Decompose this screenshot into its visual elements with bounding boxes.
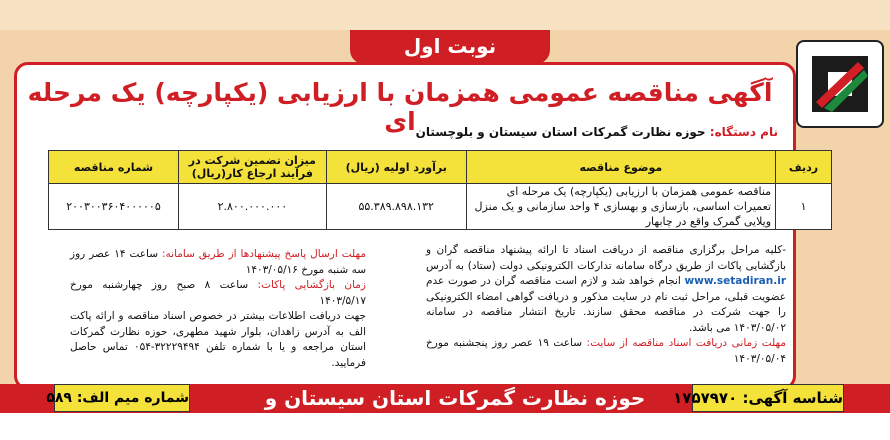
registration-text: انجام خواهد شد و لازم است مناقصه گران در صورت عدم عضویت قبلی، مراحل ثبت نام در سایت مذکور و دریافت گواهی امضاء الکترونیکی را جهت شرکت در مناقصه محقق سازند.: [426, 275, 786, 318]
org-label: نام دستگاه:: [709, 125, 778, 139]
col-estimate: برآورد اولیه (ریال): [326, 151, 466, 184]
notice-id-value: ۱۷۵۷۹۷۰: [673, 389, 738, 407]
org-name: حوزه نظارت گمرکات استان سیستان و بلوچستان: [415, 125, 706, 139]
mim-alef-box: [46, 384, 190, 412]
col-subject: موضوع مناقصه: [466, 151, 775, 184]
cell-subject: مناقصه عمومی همزمان با ارزیابی (یکپارچه) یک مرحله ای تعمیرات اساسی، بازسازی و بهسازی ۴ واحد سازمانی و یک منزل ویلایی گمرک واقع در چابهار: [466, 184, 775, 230]
cell-index: ۱: [776, 184, 832, 230]
opening-value: ساعت ۸ صبح روز چهارشنبه مورخ ۱۴۰۳/۵/۱۷: [70, 279, 366, 307]
notice-title: آگهی مناقصه عمومی همزمان با ارزیابی (یکپارچه) یک مرحله ای: [27, 78, 773, 136]
footer-org-name: حوزه نظارت گمرکات استان سیستان و بلوچستان: [264, 386, 646, 438]
details-right: [426, 243, 786, 367]
notice-id-box: [673, 384, 844, 412]
cell-guarantee: ۲.۸۰۰.۰۰۰.۰۰۰: [178, 184, 326, 230]
mim-alef-label: شماره میم الف:: [76, 390, 189, 406]
tender-table: [48, 150, 832, 230]
setad-link[interactable]: www.setadiran.ir: [684, 275, 786, 287]
details-left: [70, 247, 366, 371]
customs-logo-icon: [796, 40, 884, 128]
publish-date-text: تاریخ انتشار مناقصه در سامانه ۱۴۰۳/۰۵/۰۲ می باشد.: [426, 306, 786, 334]
table-header-row: [49, 151, 832, 184]
cell-number: ۲۰۰۳۰۰۳۶۰۴۰۰۰۰۰۵: [49, 184, 179, 230]
contact-info-text: جهت دریافت اطلاعات بیشتر در خصوص اسناد مناقصه و ارائه پاکت الف به آدرس زاهدان، بلوار شهید مطهری، حوزه نظارت گمرکات استان مراجعه و یا با شماره تلفن ۳۲۲۲۹۴۹۴-۰۵۴ تماس حاصل فرمایید.: [70, 310, 366, 369]
opening-label: زمان بازگشایی پاکات:: [257, 279, 366, 291]
col-number: شماره مناقصه: [49, 151, 179, 184]
submit-deadline-value: ساعت ۱۴ عصر روز سه شنبه مورخ ۱۴۰۳/۰۵/۱۶: [70, 248, 366, 276]
submit-deadline-label: مهلت ارسال پاسخ پیشنهادها از طریق سامانه:: [161, 248, 366, 260]
doc-deadline-label: مهلت زمانی دریافت اسناد مناقصه از سایت:: [586, 337, 786, 349]
col-index: ردیف: [776, 151, 832, 184]
col-guarantee: میزان تضمین شرکت در فرآیند ارجاع کار(ریال): [178, 151, 326, 184]
mim-alef-value: ۵۸۹: [46, 390, 72, 406]
cell-estimate: ۵۵.۳۸۹.۸۹۸.۱۳۲: [326, 184, 466, 230]
table-row: [49, 184, 832, 230]
round-label: نوبت اول: [350, 30, 550, 64]
notice-id-label: شناسه آگهی:: [742, 389, 843, 407]
process-text: -کلیه مراحل برگزاری مناقصه از دریافت اسناد تا ارائه پیشنهاد مناقصه گران و بازگشایی پاکات از طریق درگاه سامانه تدارکات الکترونیکی دولت (ستاد) به آدرس: [426, 244, 786, 272]
org-line: [416, 125, 778, 139]
top-band: [0, 0, 890, 30]
doc-deadline-value: ساعت ۱۹ عصر روز پنجشنبه مورخ ۱۴۰۳/۰۵/۰۴: [426, 337, 786, 365]
